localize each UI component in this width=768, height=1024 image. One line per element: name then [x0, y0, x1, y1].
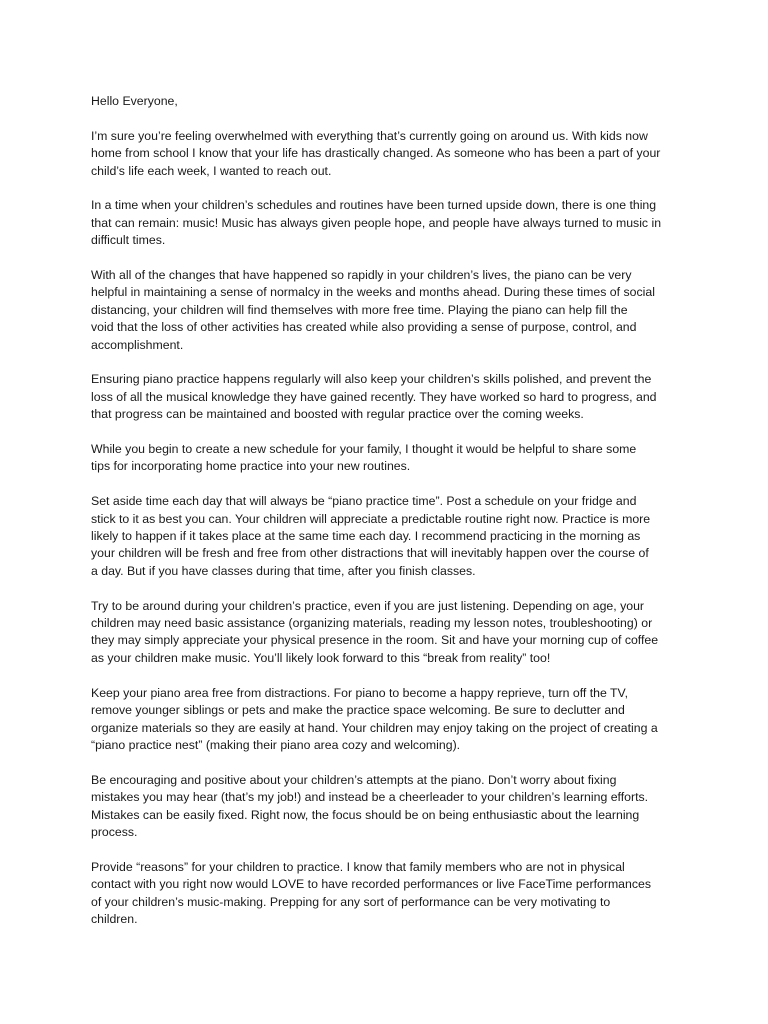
paragraph-line: difficult times.	[91, 233, 166, 248]
paragraph-line: I’m sure you’re feeling overwhelmed with everything that’s currently going on around us. With kids now	[91, 128, 648, 143]
paragraph-line: home from school I know that your life has drastically changed. As someone who has been a part of your	[91, 146, 661, 161]
paragraph-line: process.	[91, 824, 138, 839]
paragraph-line: organize materials so they are easily at hand. Your children may enjoy taking on the project of creating a	[91, 720, 658, 735]
paragraph-line: that progress can be maintained and boosted with regular practice over the coming weeks.	[91, 407, 584, 422]
paragraph-line: void that the loss of other activities has created while also providing a sense of purpose, control, and	[91, 320, 637, 335]
paragraph-line: tips for incorporating home practice into your new routines.	[91, 459, 411, 474]
paragraph-2	[91, 197, 691, 249]
paragraph-6	[91, 493, 691, 580]
paragraph-line: remove younger siblings or pets and make the practice space welcoming. Be sure to declutter and	[91, 703, 625, 718]
paragraph-line: accomplishment.	[91, 337, 184, 352]
paragraph-line: as your children make music. You’ll likely look forward to this “break from reality” too!	[91, 650, 551, 665]
paragraph-line: child’s life each week, I wanted to reach out.	[91, 163, 332, 178]
paragraph-line: In a time when your children’s schedules and routines have been turned upside down, there is one thing	[91, 198, 657, 213]
paragraph-line: Keep your piano area free from distractions. For piano to become a happy reprieve, turn off the TV,	[91, 685, 629, 700]
paragraph-line: a day. But if you have classes during that time, after you finish classes.	[91, 563, 476, 578]
paragraph-1	[91, 128, 691, 180]
paragraph-4	[91, 371, 691, 423]
letter-greeting	[91, 93, 691, 110]
paragraph-line: “piano practice nest” (making their piano area cozy and welcoming).	[91, 737, 461, 752]
paragraph-8	[91, 685, 691, 755]
paragraph-line: mistakes you may hear (that’s my job!) and instead be a cheerleader to your children’s learning efforts.	[91, 790, 649, 805]
paragraph-line: Set aside time each day that will always be “piano practice time”. Post a schedule on your fridge and	[91, 494, 637, 509]
paragraph-10	[91, 859, 691, 929]
greeting-line: Hello Everyone,	[91, 94, 178, 108]
paragraph-line: While you begin to create a new schedule for your family, I thought it would be helpful to share some	[91, 442, 637, 457]
paragraph-line: contact with you right now would LOVE to have recorded performances or live FaceTime performances	[91, 877, 651, 892]
paragraph-line: children.	[91, 911, 138, 926]
paragraph-line: your children will be fresh and free from other distractions that will inevitably happen over the course of	[91, 546, 649, 561]
paragraph-line: helpful in maintaining a sense of normalcy in the weeks and months ahead. During these times of social	[91, 285, 655, 300]
paragraph-line: stick to it as best you can. Your children will appreciate a predictable routine right now. Practice is more	[91, 511, 651, 526]
paragraph-line: Ensuring piano practice happens regularly will also keep your children’s skills polished, and prevent the	[91, 372, 652, 387]
paragraph-9	[91, 772, 691, 842]
paragraph-line: they may simply appreciate your physical presence in the room. Sit and have your morning cup of coffee	[91, 633, 659, 648]
paragraph-line: Provide “reasons” for your children to practice. I know that family members who are not in physical	[91, 859, 625, 874]
paragraph-line: likely to happen if it takes place at the same time each day. I recommend practicing in the morning as	[91, 529, 641, 544]
letter-body	[91, 93, 691, 946]
paragraph-line: With all of the changes that have happened so rapidly in your children’s lives, the piano can be very	[91, 268, 632, 283]
paragraph-line: that can remain: music! Music has always given people hope, and people have always turned to music in	[91, 215, 662, 230]
paragraph-line: Try to be around during your children’s practice, even if you are just listening. Depending on age, your	[91, 598, 644, 613]
paragraph-line: children may need basic assistance (organizing materials, reading my lesson notes, troubleshooting) or	[91, 616, 653, 631]
paragraph-5	[91, 441, 691, 476]
paragraph-line: of your children’s music-making. Prepping for any sort of performance can be very motivating to	[91, 894, 611, 909]
paragraph-line: Be encouraging and positive about your children’s attempts at the piano. Don’t worry about fixing	[91, 772, 617, 787]
paragraph-7	[91, 598, 691, 668]
paragraph-line: loss of all the musical knowledge they have gained recently. They have worked so hard to progress, and	[91, 389, 657, 404]
paragraph-line: distancing, your children will find themselves with more free time. Playing the piano can help fill the	[91, 302, 628, 317]
paragraph-line: Mistakes can be easily fixed. Right now, the focus should be on being enthusiastic about the learning	[91, 807, 640, 822]
paragraph-3	[91, 267, 691, 354]
